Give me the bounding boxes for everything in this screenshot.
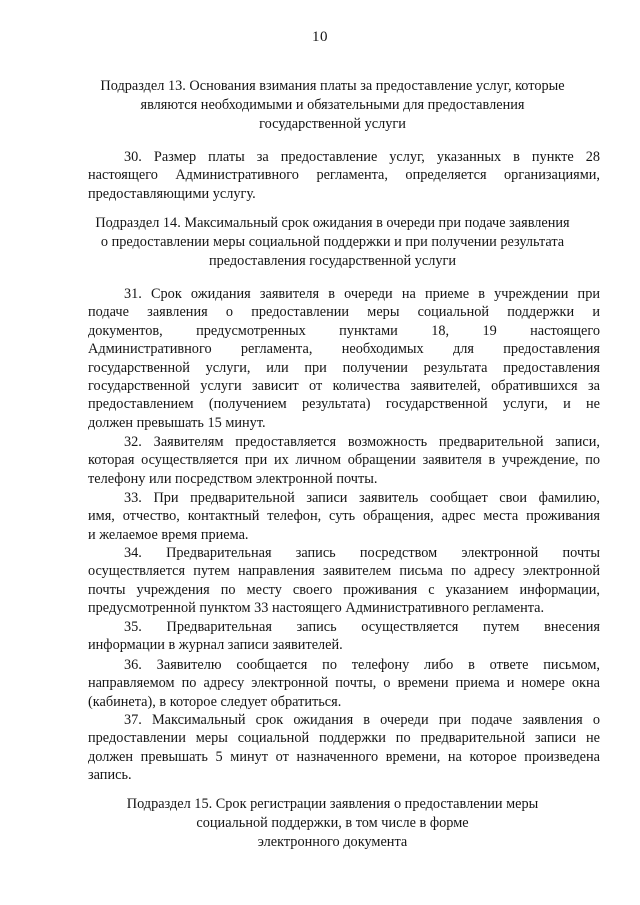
paragraph-line: предоставлением (получением результата) государственной услуги, и не xyxy=(88,396,600,413)
heading-line: Подраздел 14. Максимальный срок ожидания в очереди при подаче заявления xyxy=(95,215,570,231)
subsection-14-heading xyxy=(60,214,605,271)
paragraph-line: имя, отчество, контактный телефон, суть обращения, адрес места проживания xyxy=(88,508,600,525)
paragraph-37 xyxy=(88,711,600,785)
heading-line: Подраздел 15. Срок регистрации заявления о предоставлении меры xyxy=(126,796,539,812)
subsection-13-heading xyxy=(60,77,605,134)
paragraph-line: должен превышать 5 минут от назначенного времени, на которое произведена xyxy=(88,748,600,765)
paragraph-line: предоставлении меры социальной поддержки по предварительной записи не xyxy=(88,730,600,747)
paragraph-line: предоставляющими услугу. xyxy=(88,185,256,202)
paragraph-line: должен превышать 15 минут. xyxy=(88,414,266,431)
paragraph-34 xyxy=(88,544,600,618)
paragraph-line: 36. Заявителю сообщается по телефону либо в ответе письмом, xyxy=(124,657,600,673)
heading-line: социальной поддержки, в том числе в форме xyxy=(196,815,469,831)
paragraph-line: подаче заявления о предоставлении меры социальной поддержки и xyxy=(88,304,600,321)
heading-line: электронного документа xyxy=(257,834,408,850)
heading-line: Подраздел 13. Основания взимания платы за предоставление услуг, которые xyxy=(100,78,565,94)
paragraph-line: 32. Заявителям предоставляется возможность предварительной записи, xyxy=(124,434,600,450)
paragraph-line: 37. Максимальный срок ожидания в очереди при подаче заявления о xyxy=(124,712,600,728)
paragraph-33 xyxy=(88,489,600,544)
paragraph-line: осуществляется путем направления заявителем письма по адресу электронной xyxy=(88,563,600,580)
paragraph-line: предусмотренной пунктом 33 настоящего Административного регламента. xyxy=(88,600,545,617)
paragraph-line: 33. При предварительной записи заявитель сообщает свои фамилию, xyxy=(124,490,600,506)
paragraph-line: информации в журнал записи заявителей. xyxy=(88,637,343,654)
paragraph-line: почты учреждения по месту своего проживания с указанием информации, xyxy=(88,581,600,598)
paragraph-line: настоящего Административного регламента, определяется организациями, xyxy=(88,167,600,184)
paragraph-line: 34. Предварительная запись посредством электронной почты xyxy=(124,545,600,561)
paragraph-32 xyxy=(88,433,600,488)
paragraph-line: 31. Срок ожидания заявителя в очереди на приеме в учреждении при xyxy=(124,286,600,302)
paragraph-line: телефону или посредством электронной почты. xyxy=(88,470,378,487)
paragraph-line: которая осуществляется при их личном обращении заявителя в учреждение, по xyxy=(88,452,600,469)
paragraph-31 xyxy=(88,285,600,432)
paragraph-line: запись. xyxy=(88,767,132,784)
heading-line: предоставления государственной услуги xyxy=(208,253,457,269)
subsection-15-heading xyxy=(60,795,605,852)
paragraph-35 xyxy=(88,618,600,655)
paragraph-line: государственной услуги, или при получении результата предоставления xyxy=(88,359,600,376)
paragraph-line: документов, предусмотренных пунктами 18, 19 настоящего xyxy=(88,322,600,339)
paragraph-30 xyxy=(88,148,600,203)
paragraph-line: (кабинета), в которое следует обратиться. xyxy=(88,693,342,710)
paragraph-line: и желаемое время приема. xyxy=(88,526,249,543)
heading-line: государственной услуги xyxy=(259,116,406,132)
page-number: 10 xyxy=(312,29,328,45)
heading-line: являются необходимыми и обязательными для предоставления xyxy=(140,97,525,113)
paragraph-line: 35. Предварительная запись осуществляется путем внесения xyxy=(124,619,600,635)
paragraph-line: государственной услуги зависит от количества заявителей, обратившихся за xyxy=(88,377,600,394)
heading-line: о предоставлении меры социальной поддержки и при получении результата xyxy=(100,234,565,250)
paragraph-36 xyxy=(88,656,600,711)
paragraph-line: направляемом по адресу электронной почты, о времени приема и номере окна xyxy=(88,675,600,692)
paragraph-line: 30. Размер платы за предоставление услуг, указанных в пункте 28 xyxy=(124,149,600,165)
paragraph-line: Административного регламента, необходимых для предоставления xyxy=(88,341,600,358)
